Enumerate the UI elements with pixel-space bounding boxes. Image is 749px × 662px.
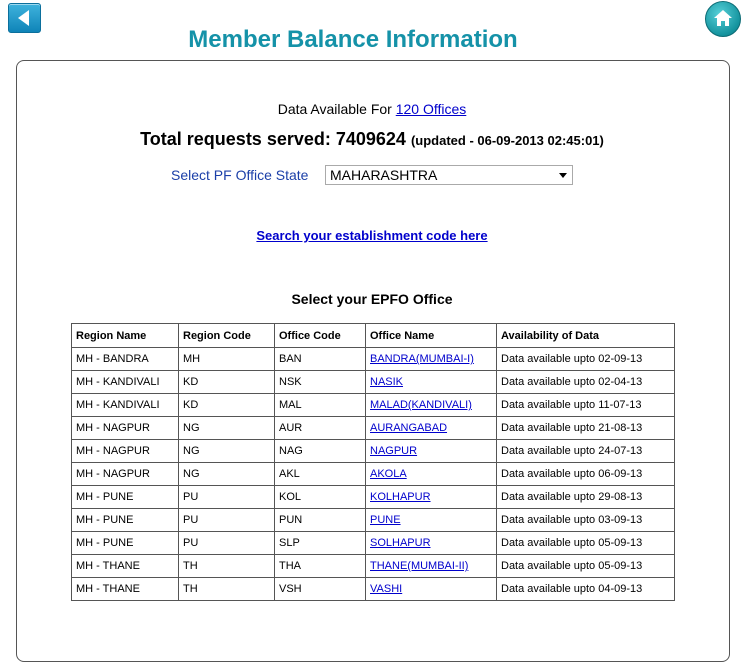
cell-availability: Data available upto 02-04-13	[497, 371, 675, 394]
cell-region-code: KD	[179, 394, 275, 417]
office-name-link[interactable]: SOLHAPUR	[370, 537, 431, 549]
table-row	[72, 348, 675, 371]
office-name-link[interactable]: NAGPUR	[370, 445, 418, 457]
home-icon	[713, 8, 733, 28]
cell-availability: Data available upto 04-09-13	[497, 578, 675, 601]
cell-office-name	[366, 578, 497, 601]
office-name-link[interactable]: PUNE	[370, 514, 401, 526]
cell-office-code: PUN	[275, 509, 366, 532]
office-name-link[interactable]: THANE(MUMBAI-II)	[370, 560, 469, 572]
cell-region-code: PU	[179, 486, 275, 509]
header-availability: Availability of Data	[497, 324, 675, 348]
office-name-link[interactable]: BANDRA(MUMBAI-I)	[370, 353, 474, 365]
cell-availability: Data available upto 29-08-13	[497, 486, 675, 509]
table-header-row	[72, 324, 675, 348]
cell-office-name	[366, 348, 497, 371]
back-arrow-icon	[15, 9, 33, 27]
state-select[interactable]	[325, 165, 573, 185]
cell-region-name: MH - PUNE	[72, 532, 179, 555]
cell-office-code: THA	[275, 555, 366, 578]
total-requests-label: Total requests served: 7409624	[140, 129, 406, 149]
cell-region-code: NG	[179, 440, 275, 463]
cell-region-name: MH - NAGPUR	[72, 417, 179, 440]
table-row	[72, 578, 675, 601]
cell-office-code: BAN	[275, 348, 366, 371]
office-name-link[interactable]: MALAD(KANDIVALI)	[370, 399, 472, 411]
cell-availability: Data available upto 24-07-13	[497, 440, 675, 463]
cell-region-name: MH - KANDIVALI	[72, 394, 179, 417]
cell-region-code: TH	[179, 555, 275, 578]
cell-office-code: NAG	[275, 440, 366, 463]
office-name-link[interactable]: AKOLA	[370, 468, 407, 480]
page-title: Member Balance Information	[188, 26, 518, 53]
cell-region-name: MH - BANDRA	[72, 348, 179, 371]
cell-office-code: AKL	[275, 463, 366, 486]
cell-office-code: AUR	[275, 417, 366, 440]
offices-count-link[interactable]: 120 Offices	[395, 101, 467, 117]
cell-office-code: MAL	[275, 394, 366, 417]
cell-region-code: NG	[179, 417, 275, 440]
content-panel	[16, 60, 730, 662]
cell-office-code: VSH	[275, 578, 366, 601]
state-select-label: Select PF Office State	[171, 167, 309, 183]
cell-availability: Data available upto 03-09-13	[497, 509, 675, 532]
office-name-link[interactable]: NASIK	[370, 376, 404, 388]
table-row	[72, 394, 675, 417]
cell-office-name	[366, 371, 497, 394]
cell-region-name: MH - NAGPUR	[72, 463, 179, 486]
cell-office-code: NSK	[275, 371, 366, 394]
cell-office-name	[366, 463, 497, 486]
cell-availability: Data available upto 21-08-13	[497, 417, 675, 440]
table-row	[72, 463, 675, 486]
table-row	[72, 509, 675, 532]
cell-availability: Data available upto 02-09-13	[497, 348, 675, 371]
updated-timestamp: (updated - 06-09-2013 02:45:01)	[410, 133, 604, 148]
cell-office-name	[366, 509, 497, 532]
cell-region-code: MH	[179, 348, 275, 371]
cell-office-name	[366, 440, 497, 463]
office-name-link[interactable]: AURANGABAD	[370, 422, 448, 434]
total-requests	[17, 129, 727, 150]
cell-region-code: PU	[179, 532, 275, 555]
data-availability-line	[17, 101, 727, 117]
cell-region-code: TH	[179, 578, 275, 601]
table-row	[72, 417, 675, 440]
cell-region-name: MH - NAGPUR	[72, 440, 179, 463]
cell-availability: Data available upto 05-09-13	[497, 532, 675, 555]
cell-office-name	[366, 417, 497, 440]
cell-region-code: NG	[179, 463, 275, 486]
header-region-code: Region Code	[179, 324, 275, 348]
cell-availability: Data available upto 05-09-13	[497, 555, 675, 578]
header-region-name: Region Name	[72, 324, 179, 348]
cell-office-name	[366, 532, 497, 555]
data-available-label: Data Available For	[277, 101, 392, 117]
table-row	[72, 555, 675, 578]
cell-region-name: MH - PUNE	[72, 486, 179, 509]
cell-region-name: MH - PUNE	[72, 509, 179, 532]
cell-region-code: PU	[179, 509, 275, 532]
table-row	[72, 486, 675, 509]
table-row	[72, 440, 675, 463]
cell-availability: Data available upto 11-07-13	[497, 394, 675, 417]
office-name-link[interactable]: KOLHAPUR	[370, 491, 431, 503]
chevron-down-icon	[559, 173, 567, 178]
cell-office-code: SLP	[275, 532, 366, 555]
cell-office-code: KOL	[275, 486, 366, 509]
header-office-code: Office Code	[275, 324, 366, 348]
office-name-link[interactable]: VASHI	[370, 583, 403, 595]
home-button[interactable]	[705, 1, 741, 37]
cell-region-name: MH - THANE	[72, 578, 179, 601]
cell-office-name	[366, 555, 497, 578]
table-row	[72, 532, 675, 555]
cell-region-code: KD	[179, 371, 275, 394]
cell-office-name	[366, 394, 497, 417]
state-select-value: MAHARASHTRA	[330, 167, 438, 183]
table-row	[72, 371, 675, 394]
offices-table	[71, 323, 675, 601]
cell-office-name	[366, 486, 497, 509]
offices-heading: Select your EPFO Office	[291, 291, 453, 307]
search-establishment-row	[17, 228, 727, 243]
header-office-name: Office Name	[366, 324, 497, 348]
cell-availability: Data available upto 06-09-13	[497, 463, 675, 486]
cell-region-name: MH - THANE	[72, 555, 179, 578]
cell-region-name: MH - KANDIVALI	[72, 371, 179, 394]
search-establishment-link[interactable]: Search your establishment code here	[256, 228, 488, 243]
